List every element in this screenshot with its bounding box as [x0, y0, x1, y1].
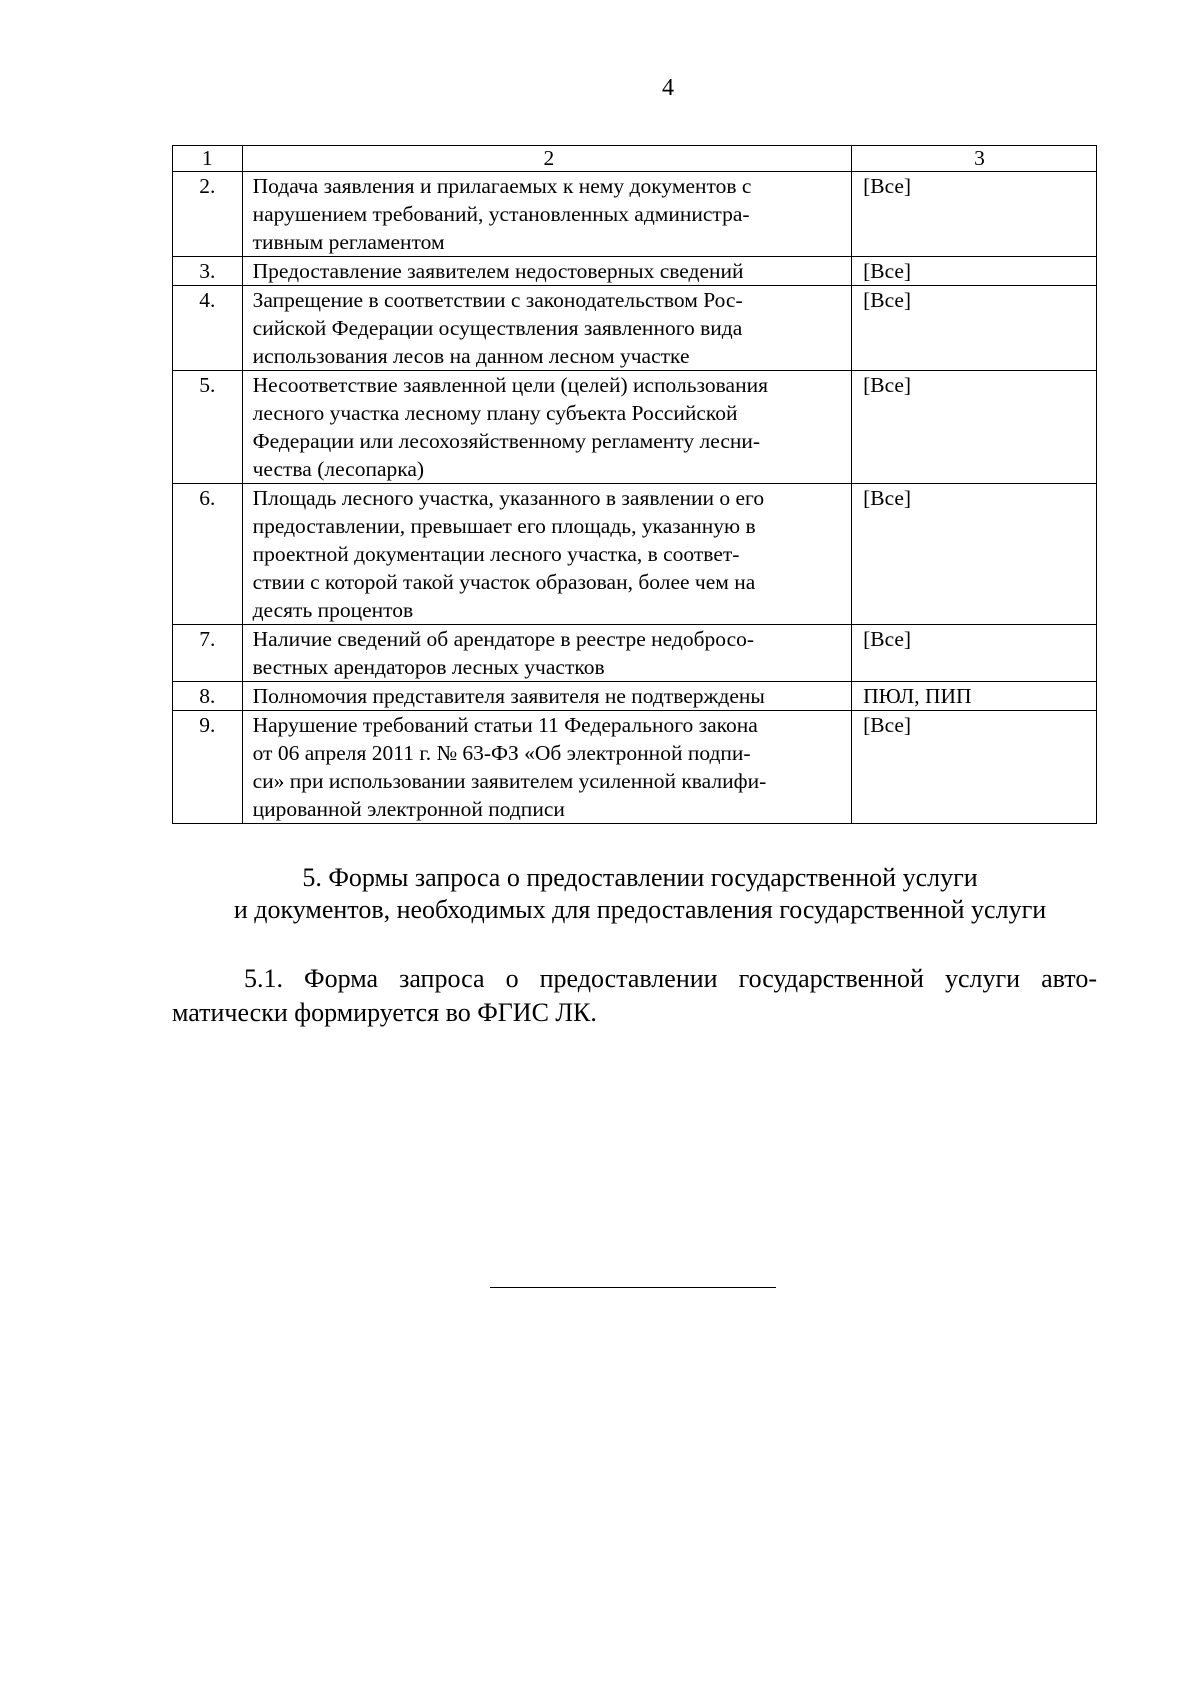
- table-row: [173, 172, 1097, 257]
- header-col-2: 2: [242, 146, 851, 172]
- row-description-line: чества (лесопарка): [252, 457, 425, 481]
- row-description-line: тивным регламентом: [252, 230, 445, 254]
- row-description-line: Подача заявления и прилагаемых к нему документов с: [252, 174, 752, 198]
- section-heading-line-1: 5. Формы запроса о предоставлении государственной услуги: [302, 863, 978, 892]
- row-applicant-category: ПЮЛ, ПИП: [852, 682, 1097, 711]
- row-description-line: использования лесов на данном лесном участке: [252, 344, 690, 368]
- row-applicant-category: [Все]: [852, 172, 1097, 257]
- row-applicant-category: [Все]: [852, 371, 1097, 484]
- table-header-row: [173, 146, 1097, 172]
- row-description-line: Нарушение требований статьи 11 Федерального закона: [252, 713, 758, 737]
- row-applicant-category: [Все]: [852, 625, 1097, 682]
- row-applicant-category: [Все]: [852, 711, 1097, 824]
- row-description-line: предоставлении, превышает его площадь, указанную в: [252, 514, 756, 538]
- row-applicant-category: [Все]: [852, 484, 1097, 625]
- row-description-line: Площадь лесного участка, указанного в заявлении о его: [252, 486, 765, 510]
- row-description: [242, 371, 851, 484]
- row-description-line: Несоответствие заявленной цели (целей) использования: [252, 373, 768, 397]
- row-description-line: вестных арендаторов лесных участков: [252, 655, 605, 679]
- paragraph-line-1: 5.1. Форма запроса о предоставлении государственной услуги авто-: [244, 964, 1097, 993]
- row-number: 9.: [173, 711, 243, 824]
- row-description-line: Полномочия представителя заявителя не подтверждены: [252, 684, 765, 708]
- row-number: 2.: [173, 172, 243, 257]
- row-number: 5.: [173, 371, 243, 484]
- row-description: [242, 286, 851, 371]
- paragraph-5-1: [172, 962, 1097, 1030]
- row-description: [242, 682, 851, 711]
- section-heading: [160, 862, 1120, 926]
- table-row: [173, 625, 1097, 682]
- row-description-line: нарушением требований, установленных администра-: [252, 202, 750, 226]
- table-row: [173, 682, 1097, 711]
- row-description: [242, 625, 851, 682]
- row-description-line: Федерации или лесохозяйственному регламенту лесни-: [252, 429, 761, 453]
- row-number: 6.: [173, 484, 243, 625]
- row-description-line: цированной электронной подписи: [252, 797, 565, 821]
- row-applicant-category: [Все]: [852, 257, 1097, 286]
- row-description-line: лесного участка лесному плану субъекта Российской: [252, 401, 738, 425]
- row-description: [242, 172, 851, 257]
- row-number: 4.: [173, 286, 243, 371]
- table-row: [173, 286, 1097, 371]
- section-heading-line-2: и документов, необходимых для предоставления государственной услуги: [233, 895, 1047, 924]
- row-description-line: от 06 апреля 2011 г. № 63-ФЗ «Об электронной подпи-: [252, 741, 751, 765]
- header-col-3: 3: [852, 146, 1097, 172]
- paragraph-line-2: матически формируется во ФГИС ЛК.: [172, 998, 597, 1027]
- table-row: [173, 484, 1097, 625]
- row-description-line: ствии с которой такой участок образован, более чем на: [252, 570, 756, 594]
- table-row: [173, 371, 1097, 484]
- row-description-line: проектной документации лесного участка, в соответ-: [252, 542, 740, 566]
- separator-line: [490, 1287, 776, 1288]
- page-number: 4: [662, 75, 674, 101]
- refusal-grounds-table: [172, 145, 1097, 824]
- header-col-1: 1: [173, 146, 243, 172]
- row-number: 8.: [173, 682, 243, 711]
- row-description-line: Предоставление заявителем недостоверных сведений: [252, 259, 744, 283]
- table-row: [173, 711, 1097, 824]
- row-description: [242, 484, 851, 625]
- row-description-line: сийской Федерации осуществления заявленного вида: [252, 316, 743, 340]
- row-number: 3.: [173, 257, 243, 286]
- row-description-line: десять процентов: [252, 598, 414, 622]
- row-description-line: Наличие сведений об арендаторе в реестре недобросо-: [252, 627, 755, 651]
- row-description: [242, 711, 851, 824]
- row-number: 7.: [173, 625, 243, 682]
- row-description-line: Запрещение в соответствии с законодательством Рос-: [252, 288, 743, 312]
- row-description-line: си» при использовании заявителем усиленной квалифи-: [252, 769, 767, 793]
- table-row: [173, 257, 1097, 286]
- row-description: [242, 257, 851, 286]
- row-applicant-category: [Все]: [852, 286, 1097, 371]
